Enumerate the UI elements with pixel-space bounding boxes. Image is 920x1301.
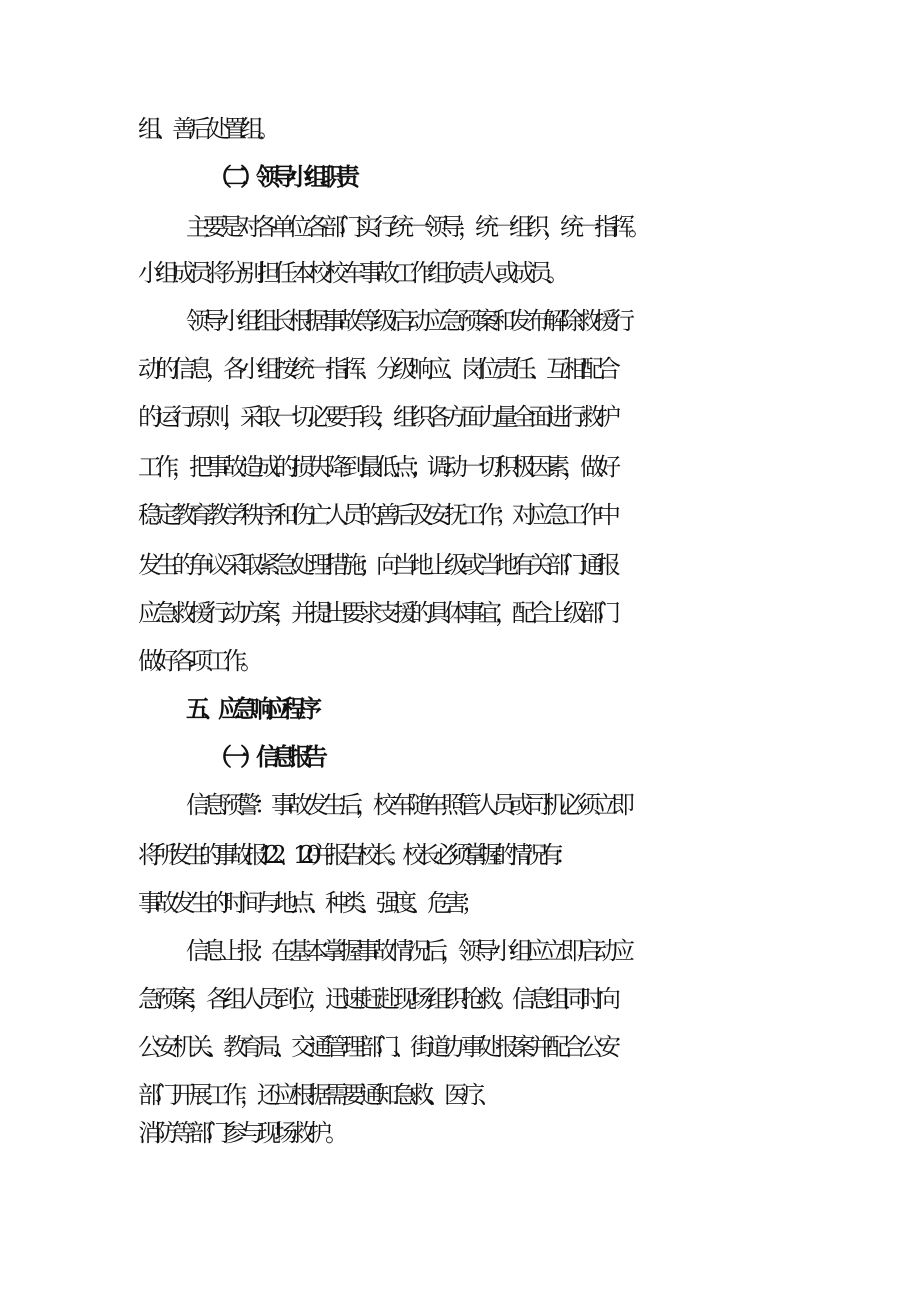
paragraph-line: 组、善后处置组。 — [138, 115, 274, 143]
paragraph-line: 工作，把事故造成的损失降到最低点；调动一切积极因素，做好 — [138, 453, 614, 481]
paragraph-line: 部门开展工作，还应根据需要通知急救、医疗、 — [138, 1081, 495, 1109]
paragraph-line: 应急救援行动方案，并提出要求支援的具体事宜，配合上级部门 — [138, 599, 614, 627]
paragraph-line: 信息上报：在基本掌握事故情况后，领导小组应立即启动应 — [186, 937, 628, 965]
paragraph-line: 消防等部门参与现场救护。 — [138, 1119, 342, 1147]
paragraph-line: 信息预警：事故发生后，校车随车照管人员或司机必须立即 — [186, 791, 628, 819]
paragraph-line: 主要是对各单位各部门实行统一领导，统一组织，统一指挥。 — [186, 213, 645, 241]
subsection-heading: （一）信息报告 — [208, 742, 320, 771]
paragraph-line: 公安机关、教育局、交通管理部门、街道办事处报案并配合公安 — [138, 1033, 614, 1061]
paragraph-line: 发生的争议采取紧急处理措施；向当地上级或当地有关部门通报 — [138, 551, 614, 579]
paragraph-line: 动的信息，各小组按统一指挥、分级响应、岗位责任、互相配合 — [138, 355, 614, 383]
paragraph-line: 将所发生的事故报 122、120 并报告校长。校长必须掌握的情况有： — [138, 841, 570, 869]
paragraph-line: 小组成员将分别担任本校校车事故工作组负责人或成员。 — [138, 259, 563, 287]
paragraph-line: 做好各项工作。 — [138, 647, 257, 675]
paragraph-line: 的运行原则，采取一切必要手段，组织各方面力量全面进行救护 — [138, 403, 614, 431]
paragraph-line: 稳定教育教学秩序和伤亡人员的善后及安抚工作；对应急工作中 — [138, 501, 614, 529]
paragraph-line: 领导小组组长根据事故等级启动应急预案和发布解除救援行 — [186, 307, 628, 335]
section-heading: 五、应急响应程序 — [186, 694, 314, 723]
paragraph-line: 急预案，各组人员到位，迅速赶赴现场组织抢救。信息组同时向 — [138, 985, 614, 1013]
subsection-heading: （二）领导小组职责 — [208, 162, 352, 191]
paragraph-line: 事故发生的时间与地点、种类、强度、危害； — [138, 889, 478, 917]
